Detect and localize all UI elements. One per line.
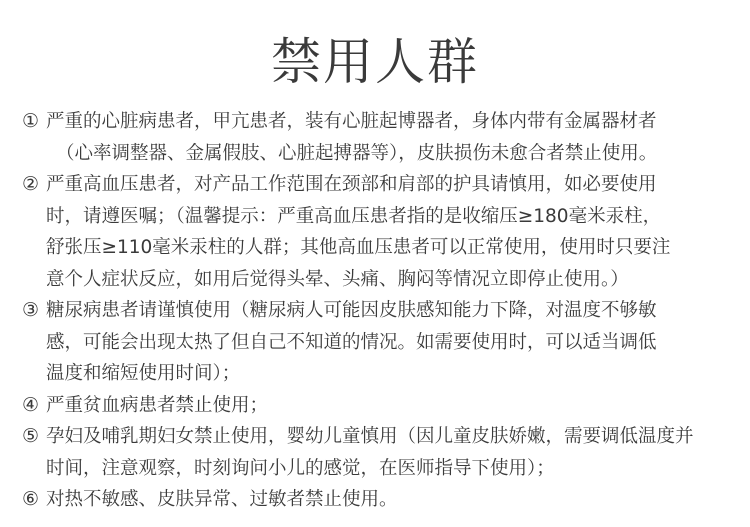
- item-line: 严重高血压患者，对产品工作范围在颈部和肩部的护具请慎用，如必要使用: [46, 174, 657, 195]
- item-line: 时，请遵医嘱；（温馨提示：严重高血压患者指的是收缩压≥180毫米汞柱，: [46, 205, 662, 227]
- item-line: 感，可能会出现太热了但自己不知道的情况。如需要使用时，可以适当调低: [46, 331, 657, 353]
- list-item: [22, 421, 750, 484]
- contraindication-list: [22, 106, 750, 516]
- item-text: [46, 390, 750, 422]
- item-line: 对热不敏感、皮肤异常、过敏者禁止使用。: [46, 489, 398, 510]
- item-line: 严重的心脏病患者，甲亢患者，装有心脏起博器者，身体内带有金属器材者: [46, 111, 657, 132]
- list-item: [22, 106, 750, 169]
- item-text: [46, 421, 750, 484]
- item-line: 时间，注意观察，时刻询问小儿的感觉，在医师指导下使用）；: [46, 457, 555, 479]
- item-text: [46, 295, 750, 390]
- item-number: ①: [22, 110, 40, 132]
- item-number: ⑥: [22, 488, 40, 510]
- item-line: 意个人症状反应，如用后觉得头晕、头痛、胸闷等情况立即停止使用。）: [46, 268, 629, 290]
- item-line: 温度和缩短使用时间）；: [46, 363, 241, 384]
- item-line: 孕妇及哺乳期妇女禁止使用，婴幼儿童慎用（因儿童皮肤娇嫩，需要调低温度并: [46, 426, 694, 447]
- page-title: 禁用人群: [271, 33, 479, 91]
- item-text: [46, 106, 750, 169]
- item-text: [46, 484, 750, 516]
- list-item: [22, 484, 750, 516]
- list-item: [22, 390, 750, 422]
- item-line: （心率调整器、金属假肢、心脏起搏器等），皮肤损伤未愈合者禁止使用。: [56, 142, 658, 164]
- item-number: ④: [22, 393, 40, 416]
- item-line: 糖尿病患者请谨慎使用（糖尿病人可能因皮肤感知能力下降，对温度不够敏: [46, 300, 657, 321]
- item-number: ②: [22, 173, 40, 195]
- item-text: [46, 169, 750, 295]
- item-line: 舒张压≥110毫米汞柱的人群；其他高血压患者可以正常使用，使用时只要注: [46, 237, 671, 258]
- item-number: ③: [22, 299, 40, 321]
- list-item: [22, 169, 750, 295]
- list-item: [22, 295, 750, 390]
- item-number: ⑤: [22, 425, 40, 447]
- item-line: 严重贫血病患者禁止使用；: [46, 394, 269, 416]
